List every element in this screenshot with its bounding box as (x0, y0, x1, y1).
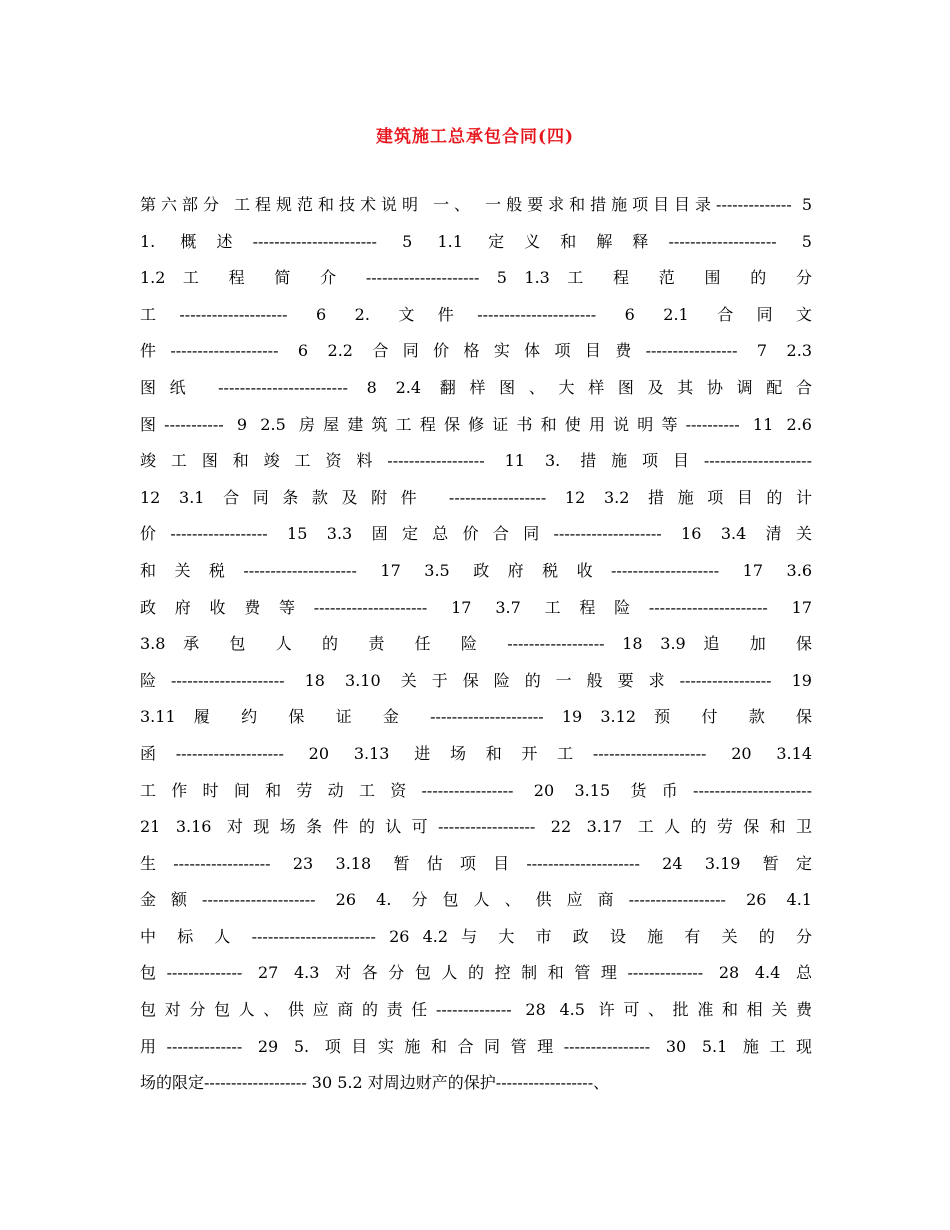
toc-line: 金额--------------------- 26 4. 分包人、供应商------------------ 26 4.1 (140, 890, 812, 910)
toc-line: 1.2 工 程 简 介 --------------------- 5 1.3 工 程 范 围 的 分 (140, 268, 812, 288)
toc-line: 21 3.16 对现场条件的认可------------------ 22 3.17 工人的劳保和卫 (140, 817, 812, 837)
toc-line: 政府收费等--------------------- 17 3.7 工程险---------------------- 17 (140, 597, 812, 617)
toc-line: 件-------------------- 6 2.2 合同价格实体项目费----------------- 7 2.3 (140, 341, 812, 361)
toc-line: 用-------------- 29 5. 项目实施和合同管理---------------- 30 5.1 施工现 (140, 1036, 812, 1056)
document-title: 建筑施工总承包合同(四) (375, 127, 575, 147)
toc-line: 包-------------- 27 4.3 对各分包人的控制和管理-------------- 28 4.4 总 (140, 963, 812, 983)
toc-line: 包对分包人、供应商的责任-------------- 28 4.5 许可、批准和相关费 (140, 1000, 812, 1020)
toc-line: 和关税--------------------- 17 3.5 政府税收-------------------- 17 3.6 (140, 560, 812, 580)
toc-line: 工-------------------- 6 2. 文件---------------------- 6 2.1 合同文 (140, 304, 812, 324)
toc-line: 生------------------ 23 3.18 暂估项目--------------------- 24 3.19 暂定 (140, 853, 812, 873)
toc-line: 险--------------------- 18 3.10 关于保险的一般要求----------------- 19 (140, 670, 812, 690)
table-of-contents (140, 192, 812, 1107)
toc-line: 中 标 人 ----------------------- 26 4.2 与 大 市 政 设 施 有 关 的 分 (140, 926, 812, 946)
toc-line: 函-------------------- 20 3.13 进场和开工--------------------- 20 3.14 (140, 743, 812, 763)
toc-line: 第六部分 工程规范和技术说明 一、 一般要求和措施项目目录-------------- 5 (140, 195, 812, 214)
toc-line: 竣工图和竣工资料------------------ 11 3. 措施项目-------------------- (140, 451, 812, 471)
toc-line: 12 3.1 合同条款及附件 ------------------ 12 3.2 措施项目的计 (140, 487, 812, 507)
toc-line: 3.11 履 约 保 证 金 --------------------- 19 3.12 预 付 款 保 (140, 707, 812, 727)
toc-line: 1. 概述----------------------- 5 1.1 定义和解释-------------------- 5 (140, 231, 812, 251)
toc-line: 图纸 ------------------------ 8 2.4 翻样图、大样图及其协调配合 (140, 377, 812, 397)
toc-line: 工作时间和劳动工资----------------- 20 3.15 货币---------------------- (140, 780, 812, 800)
toc-line: 价------------------ 15 3.3 固定总价合同-------------------- 16 3.4 清关 (140, 524, 812, 544)
toc-line: 场的限定------------------- 30 5.2 对周边财产的保护------------------、 (140, 1073, 610, 1093)
toc-line: 3.8 承 包 人 的 责 任 险 ------------------ 18 3.9 追 加 保 (140, 634, 812, 654)
toc-line: 图----------- 9 2.5 房屋建筑工程保修证书和使用说明等---------- 11 2.6 (140, 414, 812, 434)
